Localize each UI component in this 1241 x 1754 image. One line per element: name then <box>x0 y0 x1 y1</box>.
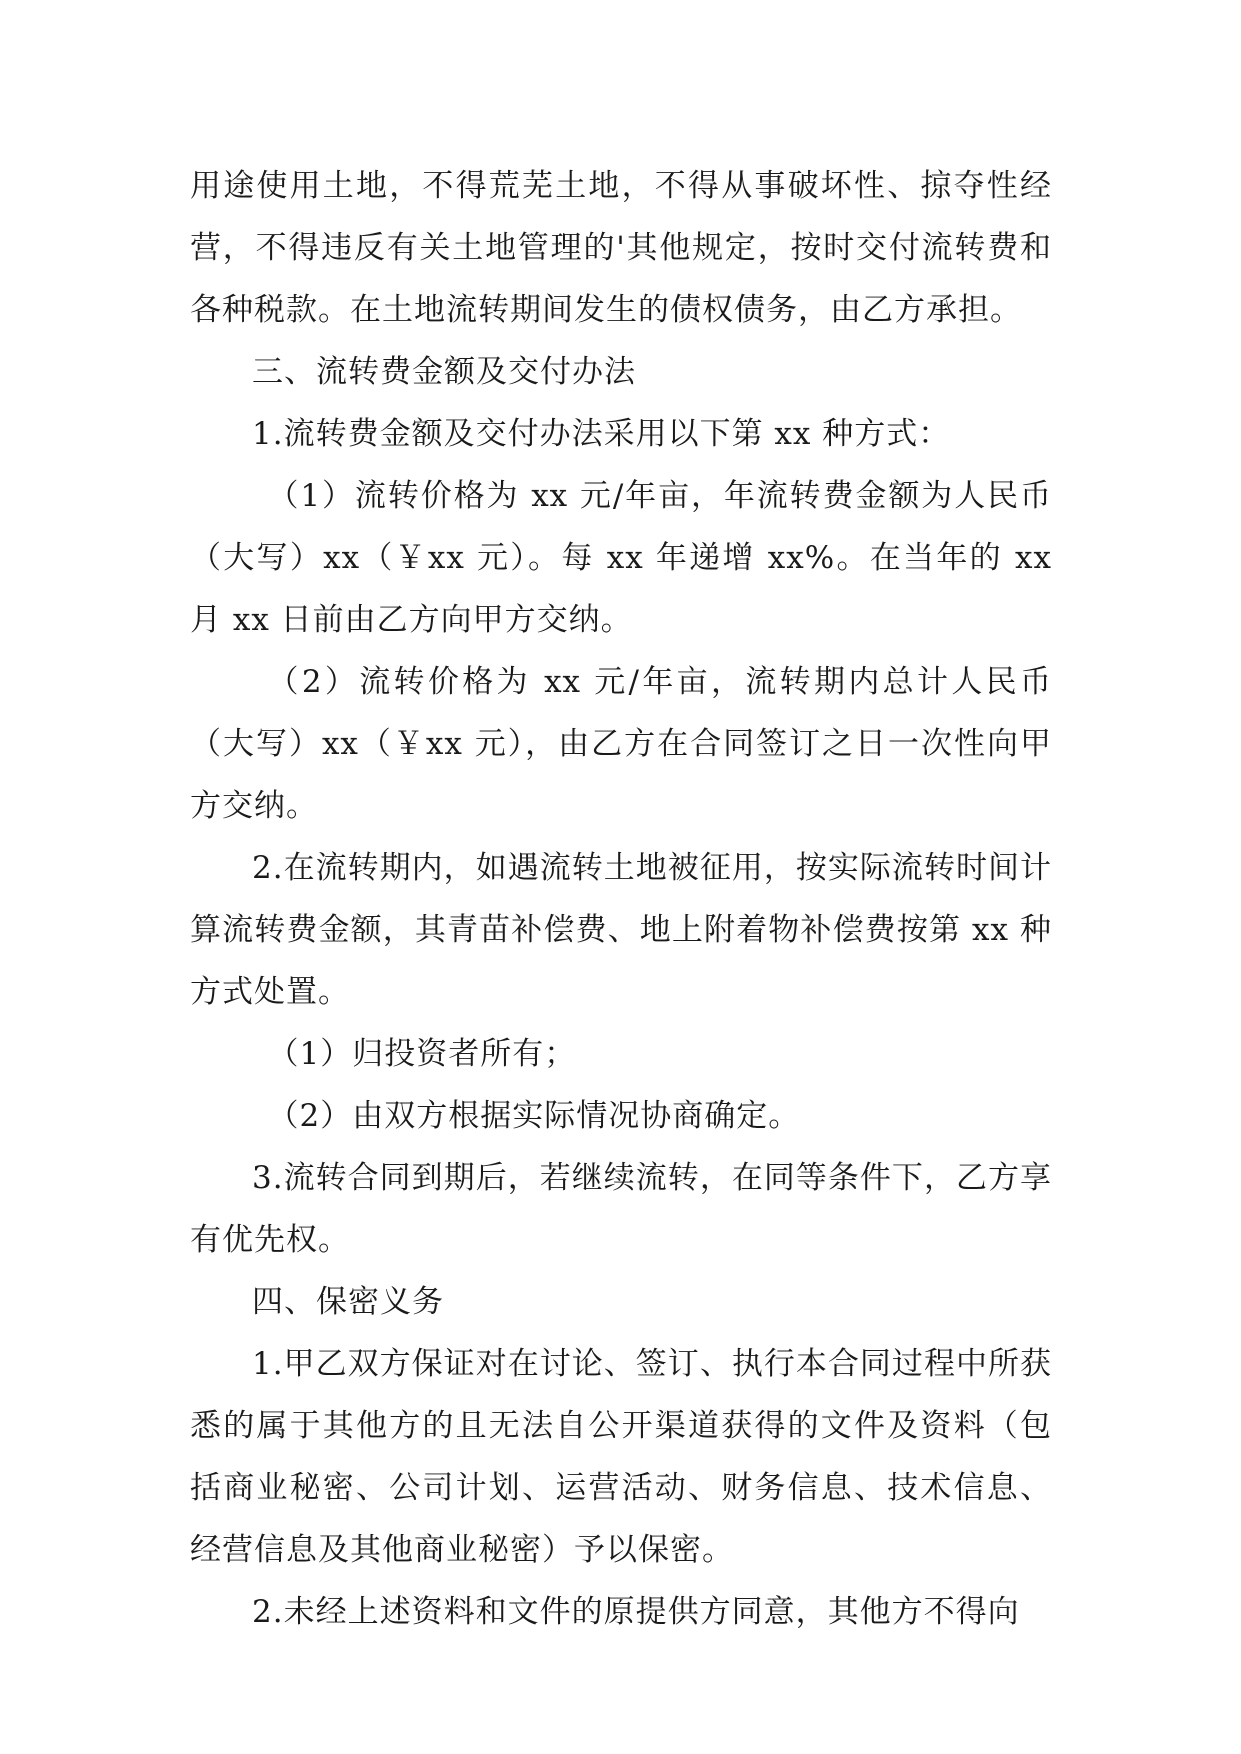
section-heading-fee-amount: 三、流转费金额及交付办法 <box>252 354 636 390</box>
section-heading-confidentiality: 四、保密义务 <box>252 1284 444 1320</box>
paragraph-fee-option-2: （2）流转价格为 xx 元/年亩，流转期内总计人民币（大写）xx（￥xx 元），由乙方在合同签订之日一次性向甲方交纳。 <box>190 664 1052 824</box>
paragraph-fee-option-1: （1）流转价格为 xx 元/年亩，年流转费金额为人民币（大写）xx（￥xx 元）。每 xx 年递增 xx%。在当年的 xx 月 xx 日前由乙方向甲方交纳。 <box>190 478 1052 638</box>
paragraph-priority-right: 3.流转合同到期后，若继续流转，在同等条件下，乙方享有优先权。 <box>190 1160 1052 1258</box>
paragraph-confidentiality-2: 2.未经上述资料和文件的原提供方同意，其他方不得向 <box>252 1594 1020 1630</box>
paragraph-compensation-option-1: （1）归投资者所有； <box>267 1036 577 1072</box>
paragraph-fee-method: 1.流转费金额及交付办法采用以下第 xx 种方式： <box>252 416 951 452</box>
document-body <box>190 155 1052 1643</box>
paragraph-land-use-obligations: 用途使用土地，不得荒芜土地，不得从事破坏性、掠夺性经营，不得违反有关土地管理的'其他规定，按时交付流转费和各种税款。在土地流转期间发生的债权债务，由乙方承担。 <box>190 168 1052 328</box>
paragraph-land-expropriation: 2.在流转期内，如遇流转土地被征用，按实际流转时间计算流转费金额，其青苗补偿费、地上附着物补偿费按第 xx 种方式处置。 <box>190 850 1052 1010</box>
paragraph-compensation-option-2: （2）由双方根据实际情况协商确定。 <box>267 1098 801 1134</box>
paragraph-confidentiality-1: 1.甲乙双方保证对在讨论、签订、执行本合同过程中所获悉的属于其他方的且无法自公开渠道获得的文件及资料（包括商业秘密、公司计划、运营活动、财务信息、技术信息、经营信息及其他商业秘密）予以保密。 <box>190 1346 1052 1568</box>
